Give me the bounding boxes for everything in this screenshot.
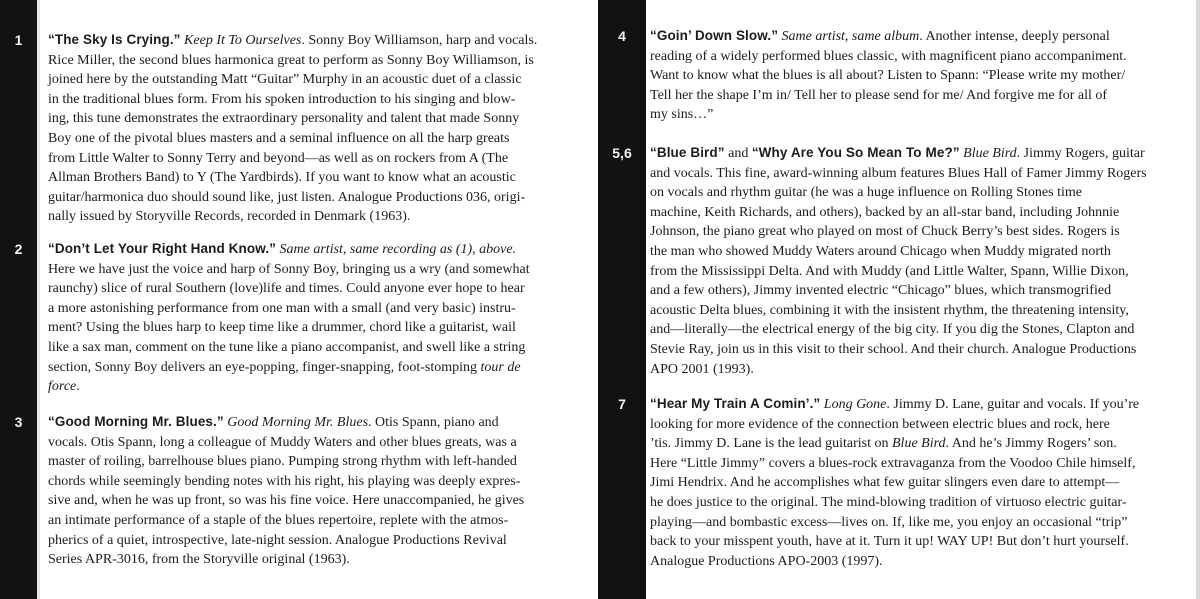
left-strip-edge bbox=[37, 0, 40, 599]
body-text: from the Mississippi Delta. And with Muddy (and Little Walter, Spann, Willie Dixon, bbox=[650, 263, 1129, 279]
body-text: Jimi Hendrix. And he accomplishes what few guitar slingers even dare to attempt— bbox=[650, 475, 1120, 491]
track-number-4: 4 bbox=[618, 28, 626, 44]
body-text: section, Sonny Boy delivers an eye-popping, finger-snapping, foot-stomping bbox=[48, 359, 481, 375]
body-text: an intimate performance of a staple of the blues repertoire, replete with the atmos- bbox=[48, 512, 509, 528]
text-line bbox=[48, 51, 586, 71]
body-text: Boy one of the pivotal blues masters and a seminal influence on all the harp greats bbox=[48, 130, 510, 146]
text-line bbox=[650, 513, 1190, 533]
text-line bbox=[650, 66, 1190, 86]
body-text: APO 2001 (1993). bbox=[650, 361, 754, 377]
text-line bbox=[48, 129, 586, 149]
body-text: . Jimmy Rogers, guitar bbox=[1016, 146, 1145, 161]
track-number-2: 2 bbox=[14, 241, 23, 257]
left-black-strip bbox=[0, 0, 37, 599]
album-title: force bbox=[48, 379, 77, 395]
body-text: back to your misspent youth, have at it. Turn it up! WAY UP! But don’t hurt yourself. bbox=[650, 534, 1129, 550]
text-line bbox=[48, 452, 586, 472]
body-text: joined here by the outstanding Matt “Guitar” Murphy in an acoustic duet of a classic bbox=[48, 72, 522, 88]
text-line bbox=[650, 434, 1190, 454]
track-title: “Don’t Let Your Right Hand Know.” bbox=[48, 241, 277, 256]
album-title: Good Morning Mr. Blues bbox=[227, 415, 369, 430]
track-number-7: 7 bbox=[618, 396, 626, 412]
track-entry-5-6 bbox=[650, 143, 1190, 379]
body-text: playing—and bombastic excess—lives on. If, like me, you enjoy an occasional “trip” bbox=[650, 514, 1128, 530]
track-title: “Why Are You So Mean To Me?” bbox=[751, 145, 960, 160]
text-line bbox=[48, 239, 586, 260]
body-text: sive and, when he was up front, so was his fine voice. Here unaccompanied, he gives bbox=[48, 493, 525, 509]
text-line bbox=[650, 183, 1190, 203]
text-line bbox=[650, 222, 1190, 242]
text-line bbox=[48, 531, 586, 551]
body-text: . And he’s Jimmy Rogers’ son. bbox=[945, 436, 1117, 452]
body-text: chords while seemingly bending notes with his right, his playing was deeply expres- bbox=[48, 473, 521, 489]
body-text: machine, Keith Richards, and others), backed by an all-star band, including Johnnie bbox=[650, 204, 1120, 220]
body-text: . Sonny Boy Williamson, harp and vocals. bbox=[301, 33, 538, 48]
album-title: Same artist, same album bbox=[781, 29, 920, 44]
body-text: like a sax man, comment on the tune like a piano accompanist, and swell like a string bbox=[48, 339, 526, 355]
text-line bbox=[48, 30, 586, 51]
text-line bbox=[48, 207, 586, 227]
text-line bbox=[48, 149, 586, 169]
album-title: tour de bbox=[480, 359, 521, 375]
text-line bbox=[48, 279, 586, 299]
text-line bbox=[650, 415, 1190, 435]
text-line bbox=[48, 70, 586, 90]
text-line bbox=[48, 318, 586, 338]
album-title: Blue Bird bbox=[963, 146, 1017, 161]
body-text: acoustic Delta blues, combining it with the insistent rhythm, the threatening intensity, bbox=[650, 302, 1129, 318]
body-text: and vocals. This fine, award-winning album features Blues Hall of Famer Jimmy Rogers bbox=[650, 165, 1147, 181]
body-text: Here we have just the voice and harp of Sonny Boy, bringing us a wry (and somewhat bbox=[48, 261, 530, 277]
album-title: Keep It To Ourselves bbox=[184, 33, 302, 48]
body-text: Allman Brothers Band) to Y (The Yardbirds). If you want to know what an acoustic bbox=[48, 170, 516, 186]
body-text: vocals. Otis Spann, long a colleague of Muddy Waters and other blues greats, was a bbox=[48, 434, 517, 450]
track-number-1: 1 bbox=[14, 32, 23, 48]
text-line bbox=[650, 262, 1190, 282]
text-line bbox=[650, 26, 1190, 47]
album-title: Blue Bird bbox=[892, 436, 946, 452]
body-text: raunchy) slice of rural Southern (love)life and times. Could anyone ever hope to hear bbox=[48, 281, 525, 297]
body-text: master of roiling, barrelhouse blues piano. Pumping strong rhythm with left-handed bbox=[48, 454, 517, 470]
track-entry-7 bbox=[650, 394, 1190, 571]
track-entry-3 bbox=[48, 412, 586, 570]
body-text: Johnson, the piano great who played on most of Chuck Berry’s best sides. Rogers is bbox=[650, 224, 1120, 240]
text-line bbox=[48, 90, 586, 110]
text-line bbox=[650, 493, 1190, 513]
text-line bbox=[650, 47, 1190, 67]
text-line bbox=[650, 360, 1190, 380]
body-text: pherics of a quiet, introspective, late-night session. Analogue Productions Revival bbox=[48, 532, 507, 548]
text-line bbox=[650, 281, 1190, 301]
text-line bbox=[650, 105, 1190, 125]
body-text: in the traditional blues form. From his spoken introduction to his singing and blow- bbox=[48, 91, 516, 107]
body-text: Series APR-3016, from the Storyville original (1963). bbox=[48, 552, 350, 568]
body-text: he does justice to the original. The mind-blowing tradition of virtuoso electric guitar- bbox=[650, 494, 1127, 510]
text-line bbox=[48, 511, 586, 531]
text-line bbox=[48, 260, 586, 280]
body-text: looking for more evidence of the connection between electric blues and rock, here bbox=[650, 416, 1110, 432]
text-line bbox=[48, 168, 586, 188]
text-line bbox=[48, 433, 586, 453]
body-text: Stevie Ray, join us in this visit to their school. And their church. Analogue Productions bbox=[650, 341, 1137, 357]
body-text: on vocals and rhythm guitar (he was a huge influence on Rolling Stones time bbox=[650, 185, 1082, 201]
body-text: Rice Miller, the second blues harmonica great to perform as Sonny Boy Williamson, is bbox=[48, 52, 534, 68]
text-line bbox=[650, 454, 1190, 474]
track-title: “Good Morning Mr. Blues.” bbox=[48, 414, 224, 429]
text-line bbox=[48, 109, 586, 129]
text-line bbox=[48, 472, 586, 492]
text-line bbox=[48, 491, 586, 511]
body-text: ment? Using the blues harp to keep time like a drummer, chord like a guitarist, wail bbox=[48, 320, 516, 336]
text-line bbox=[650, 552, 1190, 572]
track-title: “Goin’ Down Slow.” bbox=[650, 28, 779, 43]
body-text: . Otis Spann, piano and bbox=[368, 415, 499, 430]
track-title: “Hear My Train A Comin’.” bbox=[650, 396, 821, 411]
text-line bbox=[48, 377, 586, 397]
body-text: Tell her the shape I’m in/ Tell her to please send for me/ And forgive me for all of bbox=[650, 87, 1108, 103]
text-line bbox=[650, 394, 1190, 415]
right-page-edge bbox=[1196, 0, 1200, 599]
body-text: Want to know what the blues is all about? Listen to Spann: “Please write my mother/ bbox=[650, 68, 1126, 84]
text-line bbox=[650, 301, 1190, 321]
body-text: . bbox=[76, 379, 80, 395]
text-line bbox=[650, 203, 1190, 223]
track-entry-1 bbox=[48, 30, 586, 227]
body-text: nally issued by Storyville Records, recorded in Denmark (1963). bbox=[48, 209, 411, 225]
body-text: a more astonishing performance from one man with a small (and very basic) instru- bbox=[48, 300, 516, 316]
body-text: . Another intense, deeply personal bbox=[919, 29, 1110, 44]
body-text: . Jimmy D. Lane, guitar and vocals. If you’re bbox=[886, 397, 1140, 412]
body-text: guitar/harmonica duo should sound like, just listen. Analogue Productions 036, origi- bbox=[48, 189, 526, 205]
body-text: Here “Little Jimmy” covers a blues-rock extravaganza from the Voodoo Chile himself, bbox=[650, 455, 1136, 471]
body-text: and a few others), Jimmy invented electric “Chicago” blues, which transmogrified bbox=[650, 283, 1112, 299]
track-entry-4 bbox=[650, 26, 1190, 125]
album-title: Same artist, same recording as (1), above. bbox=[279, 242, 517, 257]
body-text: the man who showed Muddy Waters around Chicago when Muddy migrated north bbox=[650, 243, 1111, 259]
text-line bbox=[650, 86, 1190, 106]
track-title: “The Sky Is Crying.” bbox=[48, 32, 181, 47]
text-line bbox=[48, 338, 586, 358]
text-line bbox=[48, 299, 586, 319]
center-black-strip bbox=[598, 0, 646, 599]
text-line bbox=[650, 143, 1190, 164]
body-text: and bbox=[724, 146, 752, 161]
track-entry-2 bbox=[48, 239, 586, 397]
text-line bbox=[650, 242, 1190, 262]
body-text: my sins…” bbox=[650, 107, 714, 123]
body-text: from Little Walter to Sonny Terry and beyond—as well as on rockers from A (The bbox=[48, 150, 509, 166]
text-line bbox=[650, 340, 1190, 360]
body-text: ’tis. Jimmy D. Lane is the lead guitarist on bbox=[650, 436, 892, 452]
text-line bbox=[650, 164, 1190, 184]
text-line bbox=[48, 550, 586, 570]
text-line bbox=[48, 412, 586, 433]
body-text: Analogue Productions APO-2003 (1997). bbox=[650, 553, 883, 569]
track-number-3: 3 bbox=[14, 414, 23, 430]
track-title: “Blue Bird” bbox=[650, 145, 725, 160]
text-line bbox=[650, 473, 1190, 493]
text-line bbox=[48, 188, 586, 208]
text-line bbox=[650, 532, 1190, 552]
text-line bbox=[48, 358, 586, 378]
body-text: ing, this tune demonstrates the extraordinary personality and talent that made Sonny bbox=[48, 111, 520, 127]
album-title: Long Gone bbox=[823, 397, 887, 412]
body-text: reading of a widely performed blues classic, with magnificent piano accompaniment. bbox=[650, 48, 1127, 64]
track-number-5-6: 5,6 bbox=[612, 145, 632, 161]
body-text: and—literally—the electrical energy of the big city. If you dig the Stones, Clapton and bbox=[650, 322, 1135, 338]
text-line bbox=[650, 320, 1190, 340]
